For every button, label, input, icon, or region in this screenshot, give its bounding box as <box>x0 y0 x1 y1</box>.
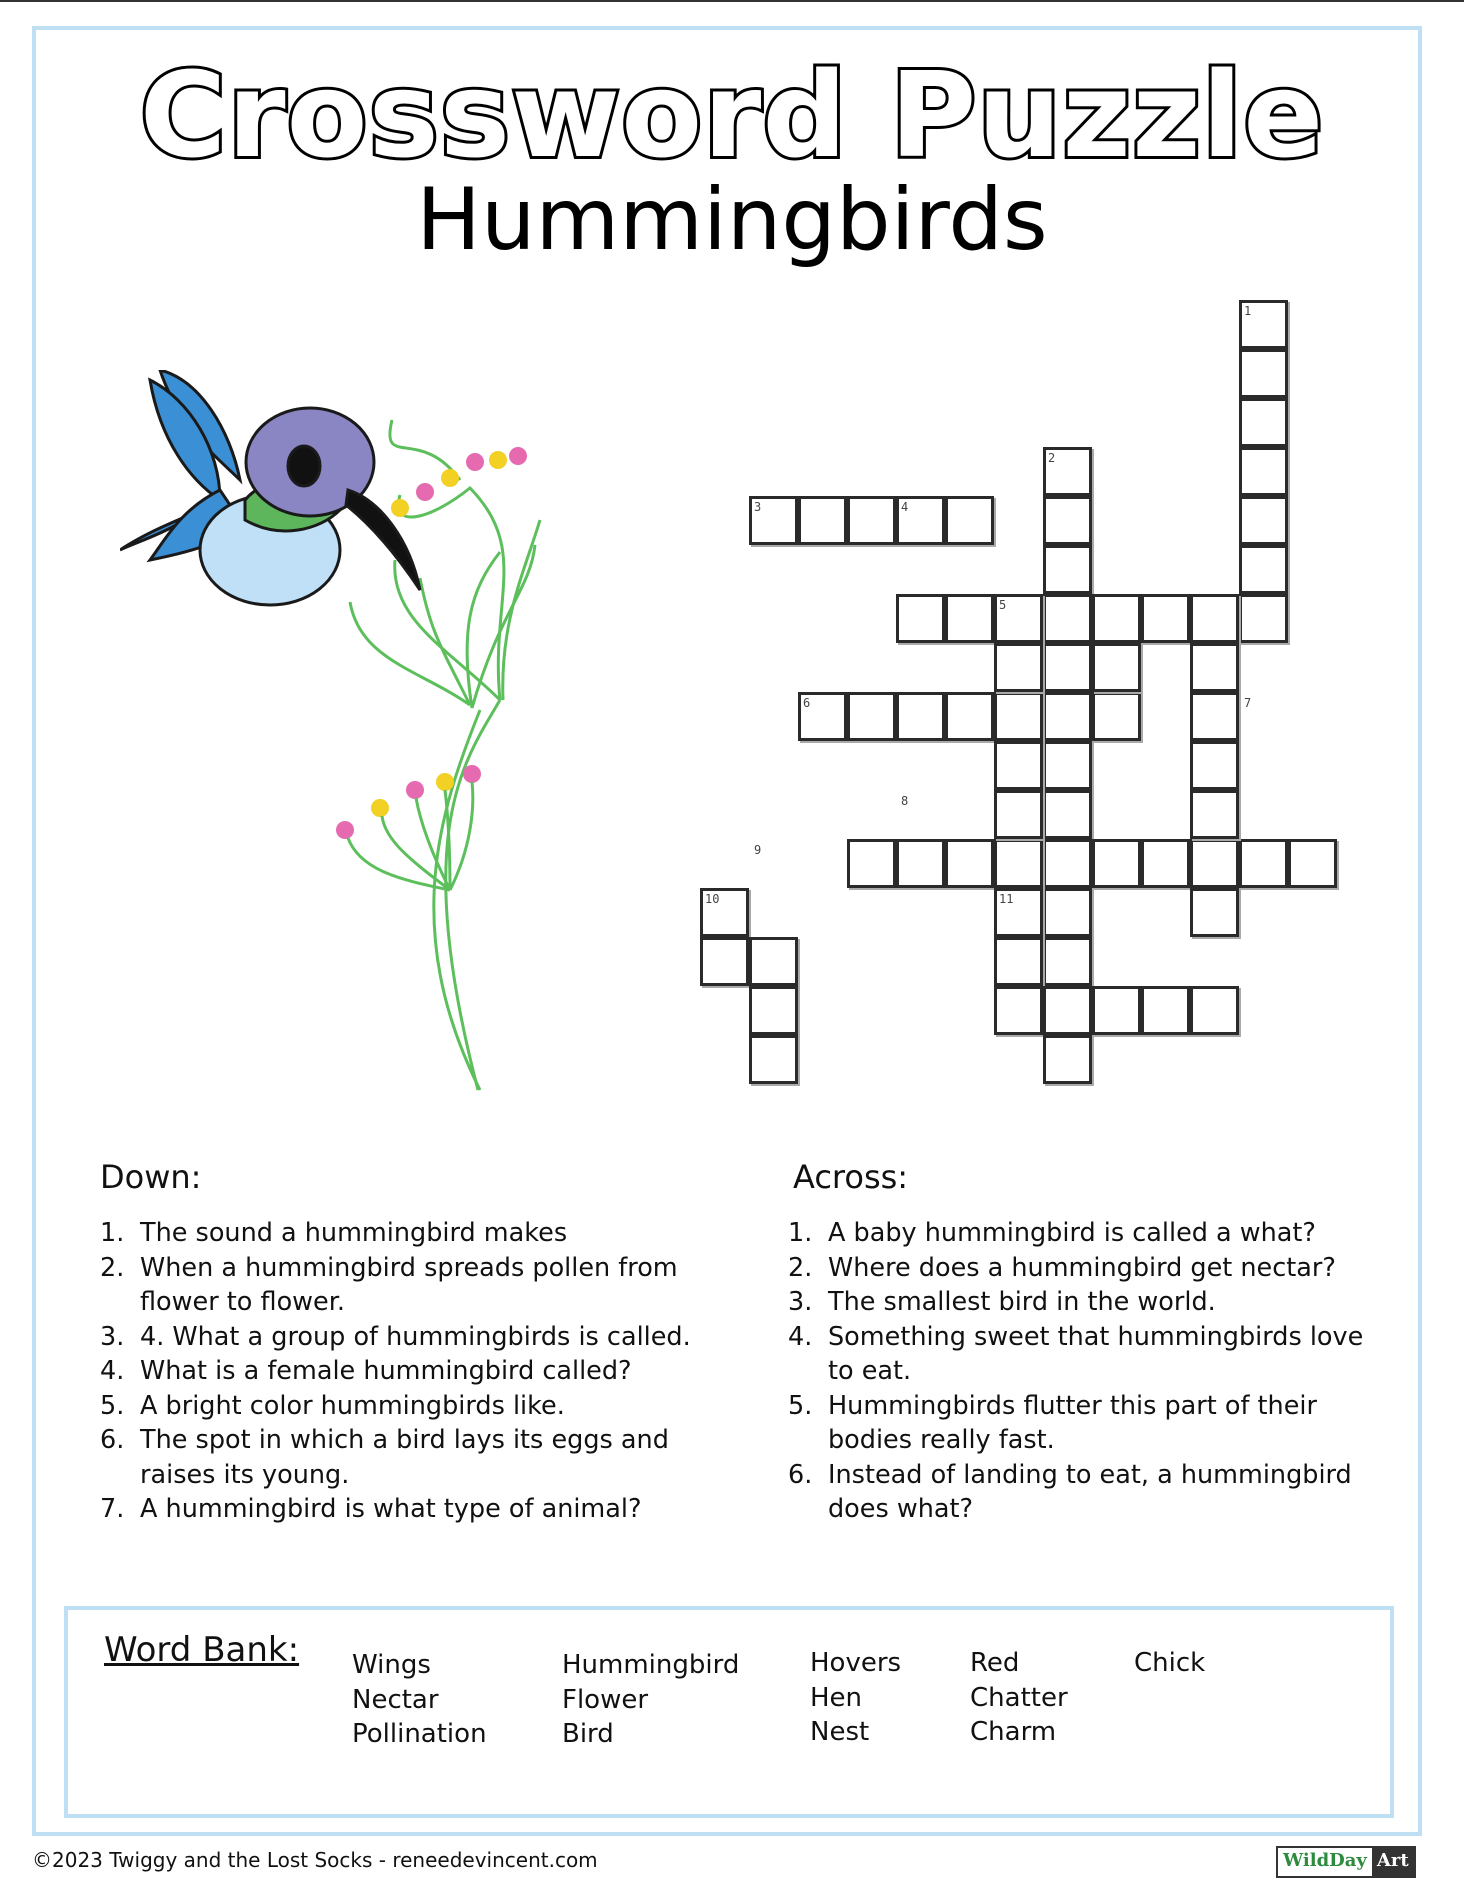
clue-number: 3 <box>754 500 762 514</box>
crossword-cell[interactable] <box>994 692 1043 741</box>
crossword-cell[interactable] <box>945 839 994 888</box>
crossword-cell[interactable] <box>1190 790 1239 839</box>
across-clue: 5. Hummingbirds flutter this part of their bodies really fast. <box>788 1390 1317 1455</box>
crossword-cell[interactable] <box>1239 545 1288 594</box>
word-bank-word: Bird <box>562 1719 614 1749</box>
top-rule <box>0 0 1464 2</box>
crossword-cell[interactable] <box>1043 790 1092 839</box>
crossword-cell[interactable] <box>1043 986 1092 1035</box>
hummingbird-illustration <box>120 370 560 1110</box>
clue-number: 11 <box>999 892 1014 906</box>
crossword-cell[interactable] <box>1043 692 1092 741</box>
across-clue: 1. A baby hummingbird is called a what? <box>788 1218 1316 1248</box>
down-clue: 5. A bright color hummingbirds like. <box>100 1390 565 1421</box>
crossword-cell[interactable] <box>1239 447 1288 496</box>
down-clue: 2. When a hummingbird spreads pollen from flower to flower. <box>100 1252 678 1317</box>
crossword-cell[interactable] <box>945 692 994 741</box>
word-bank-title: Word Bank: <box>104 1630 300 1670</box>
crossword-cell[interactable] <box>896 594 945 643</box>
word-bank-word: Nectar <box>352 1684 439 1715</box>
down-clue: 4. What is a female hummingbird called? <box>100 1356 632 1386</box>
down-clue: 6. The spot in which a bird lays its eggs and raises its young. <box>100 1425 669 1490</box>
crossword-cell[interactable] <box>1092 986 1141 1035</box>
crossword-cell[interactable] <box>1141 986 1190 1035</box>
crossword-cell[interactable] <box>1043 839 1092 888</box>
crossword-cell[interactable] <box>749 937 798 986</box>
down-clue: 7. A hummingbird is what type of animal? <box>100 1494 642 1524</box>
crossword-cell[interactable] <box>896 839 945 888</box>
crossword-cell[interactable] <box>847 839 896 888</box>
clue-number: 4 <box>901 500 909 514</box>
crossword-cell[interactable] <box>1190 741 1239 790</box>
clue-number: 10 <box>705 892 720 906</box>
crossword-cell[interactable] <box>1190 986 1239 1035</box>
crossword-cell[interactable] <box>700 937 749 986</box>
page-title: Crossword Puzzle <box>139 46 1325 184</box>
clue-number: 8 <box>901 794 909 808</box>
crossword-cell[interactable] <box>749 986 798 1035</box>
word-bank-word: Hen <box>810 1682 863 1713</box>
clue-number: 5 <box>999 598 1007 612</box>
crossword-cell[interactable] <box>994 643 1043 692</box>
across-clue: 4. Something sweet that hummingbirds love to eat. <box>788 1321 1364 1386</box>
crossword-cell[interactable] <box>1043 1035 1092 1084</box>
crossword-cell[interactable] <box>1239 349 1288 398</box>
crossword-cell[interactable] <box>1043 741 1092 790</box>
crossword-cell[interactable] <box>1190 643 1239 692</box>
word-bank-word: Red <box>970 1648 1020 1678</box>
hummingbird <box>120 370 420 605</box>
crossword-cell[interactable] <box>1190 888 1239 937</box>
crossword-cell[interactable] <box>1141 839 1190 888</box>
word-bank-word: Chick <box>1134 1648 1206 1678</box>
down-heading: Down: <box>100 1158 202 1196</box>
word-bank-column <box>352 1648 487 1752</box>
word-bank-word: Hummingbird <box>562 1650 740 1680</box>
across-heading: Across: <box>793 1158 909 1196</box>
crossword-cell[interactable] <box>1239 839 1288 888</box>
crossword-cell[interactable] <box>994 741 1043 790</box>
across-clue-list <box>788 1216 1378 1527</box>
crossword-cell[interactable] <box>896 692 945 741</box>
crossword-cell[interactable] <box>1190 692 1239 741</box>
clue-number: 7 <box>1244 696 1252 710</box>
crossword-cell[interactable] <box>1239 496 1288 545</box>
crossword-cell[interactable] <box>994 790 1043 839</box>
word-bank-column <box>970 1646 1068 1750</box>
crossword-cell[interactable] <box>994 986 1043 1035</box>
crossword-cell[interactable] <box>994 937 1043 986</box>
clue-number: 9 <box>754 843 762 857</box>
crossword-cell[interactable] <box>1043 643 1092 692</box>
across-clue: 2. Where does a hummingbird get nectar? <box>788 1252 1336 1283</box>
crossword-cell[interactable] <box>1043 594 1092 643</box>
down-clue-list <box>100 1216 700 1527</box>
clue-number: 6 <box>803 696 811 710</box>
word-bank-word: Charm <box>970 1717 1057 1747</box>
word-bank-column <box>810 1646 901 1750</box>
crossword-grid <box>700 300 1350 1050</box>
crossword-cell[interactable] <box>1043 888 1092 937</box>
word-bank-word: Hovers <box>810 1648 902 1678</box>
word-bank-word: Chatter <box>970 1682 1068 1713</box>
across-clue: 3. The smallest bird in the world. <box>788 1287 1216 1317</box>
word-bank-word: Pollination <box>352 1719 487 1749</box>
crossword-cell[interactable] <box>1092 839 1141 888</box>
word-bank-column <box>562 1648 739 1752</box>
crossword-cell[interactable] <box>1043 545 1092 594</box>
down-clue: 1. The sound a hummingbird makes <box>100 1218 568 1248</box>
crossword-cell[interactable] <box>945 496 994 545</box>
crossword-cell[interactable] <box>847 692 896 741</box>
crossword-cell[interactable] <box>1239 398 1288 447</box>
page-subtitle: Hummingbirds <box>416 170 1048 270</box>
crossword-cell[interactable] <box>1092 594 1141 643</box>
word-bank-column <box>1134 1646 1205 1681</box>
crossword-cell[interactable] <box>1239 594 1288 643</box>
crossword-cell[interactable] <box>1043 937 1092 986</box>
word-bank <box>64 1606 1394 1818</box>
word-bank-word: Flower <box>562 1684 649 1715</box>
crossword-cell[interactable] <box>1190 839 1239 888</box>
down-clue: 3. 4. What a group of hummingbirds is called. <box>100 1321 691 1352</box>
crossword-cell[interactable] <box>749 1035 798 1084</box>
crossword-cell[interactable] <box>1190 594 1239 643</box>
crossword-cell[interactable] <box>1141 594 1190 643</box>
crossword-cell[interactable] <box>1092 643 1141 692</box>
word-bank-word: Nest <box>810 1717 870 1747</box>
crossword-cell[interactable] <box>847 496 896 545</box>
crossword-cell[interactable] <box>1092 692 1141 741</box>
word-bank-word: Wings <box>352 1650 431 1680</box>
crossword-cell[interactable] <box>945 594 994 643</box>
copyright-footer: ©2023 Twiggy and the Lost Socks - reneedevincent.com <box>32 1848 598 1872</box>
crossword-cell[interactable] <box>994 839 1043 888</box>
crossword-cell[interactable] <box>1288 839 1337 888</box>
clue-number: 1 <box>1244 304 1252 318</box>
crossword-cell[interactable] <box>798 496 847 545</box>
across-clue: 6. Instead of landing to eat, a hummingbird does what? <box>788 1459 1352 1524</box>
crossword-cell[interactable] <box>1043 496 1092 545</box>
clue-number: 2 <box>1048 451 1056 465</box>
wildday-art-logo: WildDay Art <box>1276 1846 1416 1878</box>
